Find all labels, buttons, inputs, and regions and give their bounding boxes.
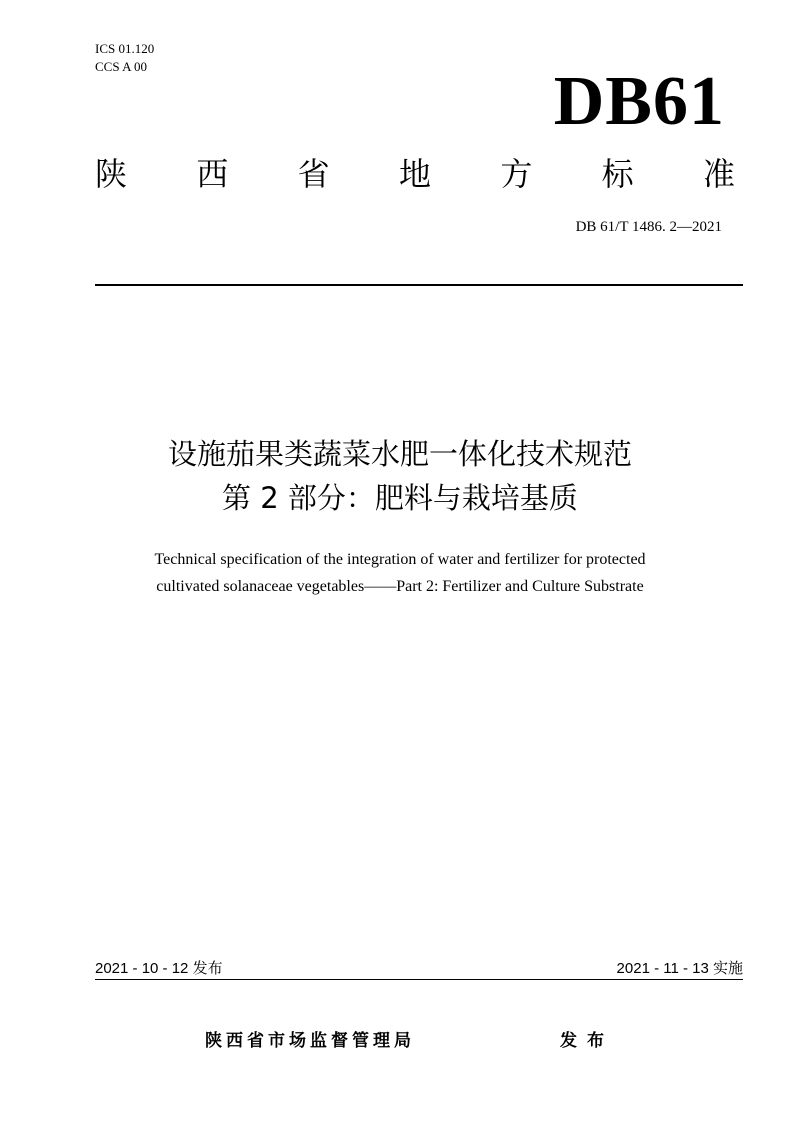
standard-type-char: 准 — [702, 155, 735, 193]
chinese-title — [60, 432, 740, 520]
date-row — [95, 958, 743, 980]
publish-date: 2021 - 10 - 12 发布 — [95, 960, 223, 977]
english-title-line-2: cultivated solanaceae vegetables——Part 2: Fertilizer and Culture Substrate — [156, 578, 644, 595]
chinese-title-line-2: 第 2 部分：肥料与栽培基质 — [222, 481, 578, 515]
classification-block — [95, 40, 154, 76]
english-title-line-1: Technical specification of the integration of water and fertilizer for protected — [154, 551, 646, 568]
bottom-divider — [95, 979, 743, 980]
standard-type-char: 方 — [500, 155, 533, 193]
standard-type-char: 陕 — [95, 155, 128, 193]
standard-type-heading — [95, 150, 735, 198]
standard-code: DB 61/T 1486. 2—2021 — [575, 219, 722, 235]
ccs-code: CCS A 00 — [95, 59, 148, 74]
top-divider — [95, 284, 743, 286]
ics-code: ICS 01.120 — [95, 41, 155, 56]
implement-date: 2021 - 11 - 13 实施 — [616, 960, 743, 977]
issuing-authority: 陕西省市场监督管理局 — [205, 1031, 415, 1051]
standard-type-char: 省 — [297, 155, 330, 193]
chinese-title-line-1: 设施茄果类蔬菜水肥一体化技术规范 — [167, 437, 632, 471]
standard-type-char: 标 — [601, 155, 634, 193]
english-title — [60, 546, 740, 600]
issue-label: 发布 — [560, 1031, 614, 1051]
standard-type-char: 西 — [196, 155, 229, 193]
standard-mark: DB61 — [553, 63, 725, 140]
standard-type-char: 地 — [398, 155, 431, 193]
